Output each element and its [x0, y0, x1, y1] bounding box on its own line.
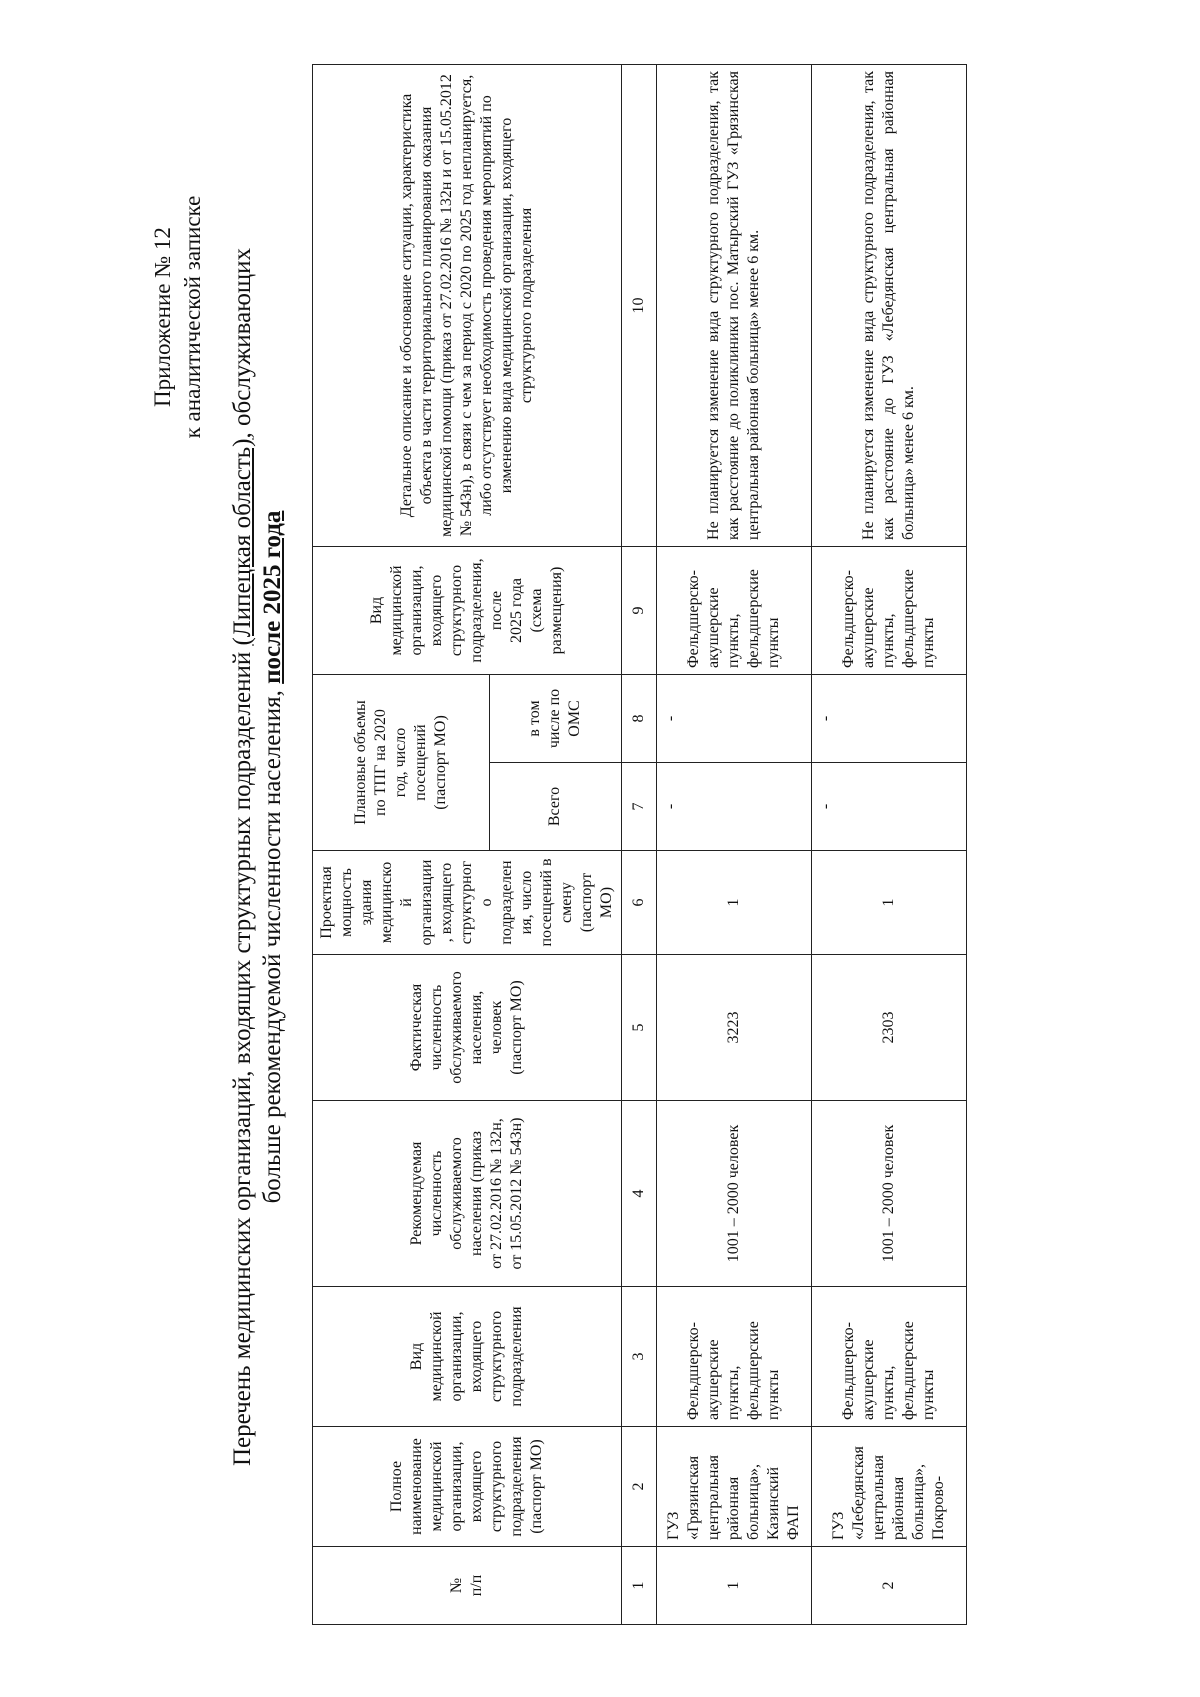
title-part-2: , обслуживающих: [229, 247, 256, 439]
title-line-1: [228, 167, 258, 1547]
column-number: 2: [622, 1427, 657, 1547]
column-numbers-row: [622, 64, 657, 1624]
cell-description: Не планируется изменение вида структурного подразделения, так как расстояние до поликлиники пос. Матырский ГУЗ «Грязинская центральная районная больница» менее 6 км.: [657, 64, 812, 546]
title-region: (Липецкая область): [229, 438, 256, 646]
title-line2-part-1: больше рекомендуемой численности населения,: [259, 683, 286, 1204]
header-no: № п/п: [313, 1547, 622, 1625]
column-number: 7: [622, 763, 657, 851]
header-actual: Фактическая численность обслуживаемого населения, человек (паспорт МО): [313, 955, 622, 1101]
organizations-table: [312, 64, 967, 1625]
appendix-label: [148, 107, 208, 527]
header-recommended: Рекомендуемая численность обслуживаемого населения (приказ от 27.02.2016 № 132н, от 15.05.2012 № 543н): [313, 1101, 622, 1287]
cell-full-name: ГУЗ «Грязинская центральная районная больница», Казинский ФАП: [657, 1427, 812, 1547]
header-type-after: Вид медицинской организации, входящего структурного подразделения, после 2025 года (схема размещения): [313, 546, 622, 674]
table-row: [812, 64, 967, 1624]
column-number: 5: [622, 955, 657, 1101]
header-type: Вид медицинской организации, входящего структурного подразделения: [313, 1287, 622, 1427]
header-planned-total: Всего: [489, 763, 621, 851]
cell-planned-oms: -: [812, 674, 967, 762]
header-planned-oms: в том числе по ОМС: [489, 674, 621, 762]
cell-recommended: 1001 – 2000 человек: [812, 1101, 967, 1287]
column-number: 6: [622, 851, 657, 955]
cell-planned-oms: -: [657, 674, 812, 762]
cell-type-after: Фельдшерско- акушерские пункты, фельдшерские пункты: [657, 546, 812, 674]
cell-description: Не планируется изменение вида структурного подразделения, так как расстояние до ГУЗ «Лебедянская центральная районная больница» менее 6 км.: [812, 64, 967, 546]
cell-capacity: 1: [812, 851, 967, 955]
cell-type: Фельдшерско- акушерские пункты, фельдшерские пункты: [812, 1287, 967, 1427]
title-part-1: Перечень медицинских организаций, входящих структурных подразделений: [229, 645, 256, 1467]
column-number: 3: [622, 1287, 657, 1427]
title-period: после 2025 года: [259, 510, 286, 684]
cell-type-after: Фельдшерско- акушерские пункты, фельдшерские пункты: [812, 546, 967, 674]
cell-type: Фельдшерско- акушерские пункты, фельдшерские пункты: [657, 1287, 812, 1427]
appendix-line-2: к аналитической записке: [180, 195, 205, 439]
column-number: 4: [622, 1101, 657, 1287]
header-full-name: Полное наименование медицинской организации, входящего структурного подразделения (паспорт МО): [313, 1427, 622, 1547]
cell-actual: 2303: [812, 955, 967, 1101]
appendix-line-1: Приложение № 12: [150, 227, 175, 407]
title-line-2: [258, 167, 288, 1547]
cell-capacity: 1: [657, 851, 812, 955]
cell-actual: 3223: [657, 955, 812, 1101]
column-number: 1: [622, 1547, 657, 1625]
cell-no: 2: [812, 1547, 967, 1625]
cell-planned-total: -: [657, 763, 812, 851]
cell-planned-total: -: [812, 763, 967, 851]
column-number: 8: [622, 674, 657, 762]
column-number: 9: [622, 546, 657, 674]
document-title: [228, 167, 288, 1547]
table-header-row: [313, 64, 490, 1624]
header-capacity: Проектная мощность здания медицинско й организации , входящего структурног о подразделен ия, число посещений в смену (паспорт МО): [313, 851, 622, 955]
header-planned: Плановые объемы по ТПГ на 2020 год, число посещений (паспорт МО): [313, 674, 490, 850]
cell-recommended: 1001 – 2000 человек: [657, 1101, 812, 1287]
cell-no: 1: [657, 1547, 812, 1625]
table-row: [657, 64, 812, 1624]
cell-full-name: ГУЗ «Лебедянская центральная районная больница», Покрово-: [812, 1427, 967, 1547]
column-number: 10: [622, 64, 657, 546]
header-description: Детальное описание и обоснование ситуации, характеристика объекта в части территориального планирования оказания медицинской помощи (приказ от 27.02.2016 № 132н и от 15.05.2012 № 543н), в связи с чем за период с 2020 по 2025 год непланируется, либо отсутствует необходимость проведения мероприятий по изменению вида медицинской организации, входящего структурного подразделения: [313, 64, 622, 546]
